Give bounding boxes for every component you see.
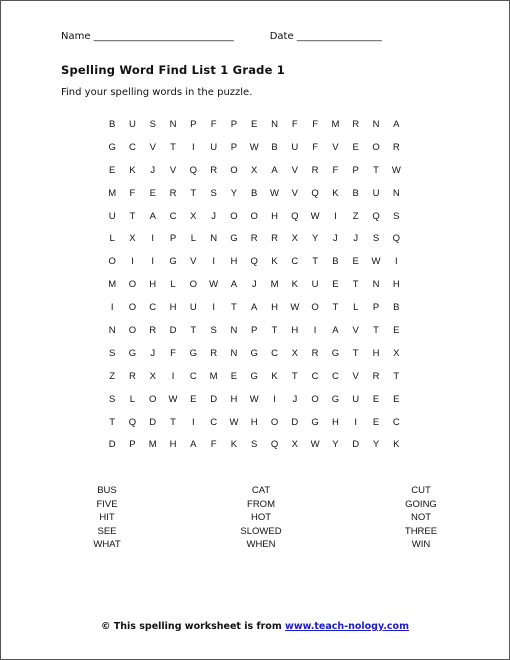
grid-letter: O [230, 164, 238, 176]
grid-letter: M [148, 439, 157, 451]
grid-letter: F [210, 119, 217, 130]
spelling-word: HIT [99, 512, 115, 524]
grid-letter: V [190, 256, 197, 268]
grid-letter: Q [189, 164, 198, 176]
spelling-word: FIVE [96, 498, 118, 510]
grid-letter: J [333, 233, 338, 245]
grid-letter: T [373, 325, 379, 337]
grid-letter: O [149, 393, 157, 405]
spelling-word: GOING [405, 498, 437, 510]
grid-letter: O [128, 279, 137, 291]
grid-letter: N [271, 119, 278, 130]
grid-letter: L [129, 393, 136, 405]
footer [1, 621, 509, 632]
grid-letter: A [393, 119, 400, 130]
grid-letter: E [393, 393, 400, 405]
grid-letter: V [169, 164, 177, 176]
grid-letter: A [190, 439, 197, 451]
grid-letter: R [149, 325, 157, 337]
grid-letter: W [310, 210, 320, 222]
name-field [61, 31, 234, 42]
grid-letter: G [311, 416, 319, 428]
grid-letter: T [373, 164, 379, 176]
grid-letter: T [170, 416, 176, 428]
grid-letter: I [151, 233, 155, 245]
grid-letter: F [332, 164, 339, 176]
grid-letter: I [273, 393, 276, 405]
grid-letter: O [311, 393, 319, 405]
grid-letter: T [352, 347, 359, 359]
grid-letter: R [372, 370, 380, 382]
grid-letter: O [230, 210, 238, 222]
grid-letter: G [189, 347, 198, 359]
grid-letter: P [372, 302, 380, 314]
grid-letter: T [190, 187, 197, 199]
grid-letter: I [212, 256, 215, 268]
grid-letter: T [271, 325, 278, 337]
grid-letter: U [189, 302, 197, 314]
grid-letter: Z [352, 210, 359, 222]
grid-letter: K [271, 256, 278, 268]
grid-letter: V [332, 141, 339, 153]
grid-letter: I [110, 302, 114, 314]
grid-letter: F [312, 119, 319, 130]
grid-letter: M [209, 370, 218, 382]
spelling-word: CUT [411, 485, 431, 496]
grid-letter: F [312, 141, 319, 153]
grid-letter: Y [311, 233, 319, 245]
grid-letter: W [229, 416, 239, 428]
grid-letter: F [210, 439, 217, 451]
grid-letter: W [270, 187, 279, 199]
grid-letter: G [108, 141, 116, 153]
grid-letter: W [290, 302, 300, 314]
grid-letter: E [230, 370, 238, 382]
spelling-word: THREE [404, 525, 438, 537]
grid-letter: J [150, 347, 156, 359]
grid-letter: G [331, 393, 340, 405]
grid-letter: J [150, 164, 156, 176]
grid-letter: A [149, 210, 156, 222]
footer-text: © This spelling worksheet is from [101, 621, 286, 632]
grid-letter: R [129, 370, 136, 382]
grid-letter: C [271, 347, 278, 359]
name-label: Name [61, 31, 91, 42]
header-row [61, 31, 382, 42]
grid-letter: R [210, 164, 218, 176]
date-line[interactable]: _________________ [296, 31, 382, 42]
grid-letter: N [169, 119, 177, 130]
grid-letter: S [393, 210, 400, 222]
grid-letter: R [311, 347, 319, 359]
grid-letter: N [210, 233, 218, 245]
grid-letter: K [230, 439, 238, 451]
grid-letter: B [251, 187, 258, 199]
spelling-word: SLOWED [240, 525, 282, 537]
date-field [270, 31, 382, 42]
grid-letter: H [392, 279, 400, 291]
grid-letter: X [251, 164, 258, 176]
grid-letter: K [271, 370, 278, 382]
grid-letter: P [230, 141, 238, 153]
grid-letter: J [353, 233, 359, 245]
grid-letter: R [271, 233, 278, 245]
date-label: Date [269, 31, 294, 42]
grid-letter: U [129, 119, 136, 130]
grid-letter: D [352, 439, 360, 451]
grid-letter: Y [230, 187, 238, 199]
grid-letter: G [169, 256, 177, 268]
grid-letter: D [210, 393, 218, 405]
grid-letter: H [230, 256, 238, 268]
grid-letter: W [249, 141, 259, 153]
grid-letter: L [353, 302, 359, 314]
grid-letter: W [168, 393, 178, 405]
grid-letter: P [129, 439, 136, 451]
grid-letter: I [192, 141, 195, 153]
grid-letter: W [310, 439, 320, 451]
grid-letter: C [149, 302, 157, 314]
grid-letter: O [108, 256, 116, 268]
grid-letter: P [352, 164, 359, 176]
grid-letter: O [270, 416, 279, 428]
grid-letter: J [292, 393, 298, 405]
grid-letter: H [271, 210, 278, 222]
grid-letter: F [291, 119, 298, 130]
grid-letter: Q [250, 256, 258, 268]
grid-letter: S [251, 439, 258, 451]
grid-letter: K [291, 279, 298, 291]
grid-letter: M [108, 187, 117, 199]
grid-letter: Y [372, 439, 380, 451]
grid-letter: R [169, 187, 177, 199]
grid-letter: K [393, 439, 400, 451]
grid-letter: M [270, 279, 279, 291]
grid-letter: D [108, 439, 116, 451]
grid-letter: L [170, 279, 176, 291]
grid-letter: W [209, 279, 219, 291]
grid-letter: Q [311, 187, 319, 199]
grid-letter: S [210, 325, 217, 337]
spelling-word: HOT [250, 512, 272, 524]
grid-letter: I [192, 416, 195, 428]
grid-letter: N [108, 325, 116, 337]
spelling-word: BUS [97, 485, 117, 496]
grid-letter: D [291, 416, 299, 428]
grid-letter: M [331, 119, 340, 130]
grid-letter: T [393, 370, 400, 382]
grid-letter: L [190, 233, 196, 245]
grid-letter: A [332, 325, 339, 337]
grid-letter: T [312, 256, 319, 268]
footer-link[interactable]: www.teach-nology.com [285, 621, 409, 632]
grid-letter: N [372, 119, 380, 130]
grid-letter: I [313, 325, 317, 337]
word-list [61, 485, 461, 553]
grid-letter: I [212, 302, 215, 314]
grid-letter: P [169, 233, 177, 245]
grid-letter: T [129, 210, 136, 222]
grid-letter: O [128, 325, 137, 337]
grid-letter: E [251, 119, 258, 130]
grid-letter: U [210, 141, 218, 153]
grid-letter: W [249, 393, 259, 405]
grid-letter: S [210, 187, 217, 199]
grid-letter: X [291, 347, 298, 359]
grid-letter: C [129, 141, 136, 153]
grid-letter: G [250, 370, 258, 382]
grid-letter: C [311, 370, 319, 382]
grid-letter: H [331, 416, 339, 428]
grid-letter: X [149, 370, 156, 382]
grid-letter: G [230, 233, 238, 245]
grid-letter: K [129, 164, 136, 176]
grid-letter: L [109, 233, 115, 245]
grid-letter: H [372, 347, 380, 359]
grid-letter: T [170, 141, 176, 153]
grid-letter: H [149, 279, 157, 291]
grid-letter: M [108, 279, 117, 291]
grid-letter: R [311, 164, 319, 176]
word-search-grid [102, 119, 406, 462]
grid-letter: H [169, 302, 177, 314]
grid-letter: S [108, 393, 116, 405]
grid-letter: C [189, 370, 197, 382]
grid-letter: T [352, 279, 359, 291]
grid-letter: O [189, 279, 198, 291]
grid-letter: H [271, 302, 278, 314]
grid-letter: A [251, 302, 258, 314]
grid-letter: C [392, 416, 400, 428]
grid-letter: A [230, 279, 238, 291]
grid-letter: Q [392, 233, 400, 245]
grid-letter: O [311, 302, 319, 314]
grid-letter: Y [332, 439, 339, 451]
grid-letter: E [108, 164, 116, 176]
grid-letter: F [170, 347, 176, 359]
grid-letter: U [311, 279, 319, 291]
grid-letter: Q [372, 210, 380, 222]
grid-letter: F [129, 187, 136, 199]
grid-letter: B [108, 119, 116, 130]
grid-letter: E [190, 393, 197, 405]
grid-letter: E [393, 325, 400, 337]
grid-letter: H [169, 439, 177, 451]
grid-letter: T [231, 302, 237, 314]
grid-letter: E [352, 141, 359, 153]
grid-letter: U [352, 393, 360, 405]
grid-letter: X [291, 233, 298, 245]
grid-letter: O [128, 302, 137, 314]
grid-letter: T [190, 325, 197, 337]
grid-letter: Q [270, 439, 279, 451]
grid-letter: J [211, 210, 216, 222]
grid-letter: D [149, 416, 157, 428]
grid-letter: E [332, 279, 339, 291]
grid-letter: C [291, 256, 299, 268]
grid-letter: I [394, 256, 398, 268]
grid-letter: P [190, 119, 197, 130]
grid-letter: E [372, 416, 380, 428]
grid-letter: S [149, 119, 156, 130]
grid-letter: V [291, 187, 298, 199]
grid-letter: O [250, 210, 258, 222]
grid-letter: I [334, 210, 337, 222]
grid-letter: P [230, 119, 238, 130]
grid-letter: A [271, 164, 278, 176]
grid-letter: N [372, 279, 380, 291]
grid-letter: B [352, 187, 359, 199]
spelling-word: WHEN [246, 539, 276, 551]
grid-letter: T [291, 370, 298, 382]
grid-letter: G [128, 347, 137, 359]
spelling-word: NOT [410, 512, 432, 524]
grid-letter: R [210, 347, 218, 359]
grid-letter: R [352, 119, 360, 130]
grid-letter: W [391, 164, 401, 176]
grid-letter: O [372, 141, 380, 153]
grid-letter: I [354, 416, 358, 428]
grid-letter: P [251, 325, 258, 337]
grid-letter: R [250, 233, 258, 245]
grid-letter: T [332, 302, 339, 314]
grid-letter: E [149, 187, 156, 199]
name-line[interactable]: ____________________________ [93, 31, 234, 42]
grid-letter: X [291, 439, 298, 451]
grid-letter: H [230, 393, 238, 405]
grid-letter: Q [291, 210, 299, 222]
grid-letter: S [108, 347, 116, 359]
grid-letter: S [372, 233, 380, 245]
grid-letter: B [332, 256, 339, 268]
grid-letter: N [230, 325, 238, 337]
grid-letter: U [291, 141, 299, 153]
grid-letter: I [171, 370, 175, 382]
grid-letter: I [131, 256, 134, 268]
grid-letter: V [352, 370, 359, 382]
grid-letter: E [352, 256, 359, 268]
grid-letter: X [393, 347, 400, 359]
grid-letter: U [372, 187, 380, 199]
grid-letter: G [331, 347, 340, 359]
grid-letter: R [392, 141, 400, 153]
grid-letter: H [291, 325, 299, 337]
grid-letter: K [332, 187, 339, 199]
grid-letter: C [169, 210, 177, 222]
grid-letter: V [291, 164, 298, 176]
grid-letter: E [372, 393, 380, 405]
grid-letter: I [151, 256, 155, 268]
grid-letter: W [371, 256, 381, 268]
instructions: Find your spelling words in the puzzle. [61, 87, 253, 98]
spelling-word: WHAT [93, 539, 121, 551]
page-title: Spelling Word Find List 1 Grade 1 [61, 63, 285, 77]
grid-letter: N [392, 187, 400, 199]
grid-letter: V [352, 325, 359, 337]
spelling-word: SEE [97, 525, 117, 537]
spelling-word: CAT [251, 485, 271, 496]
grid-letter: C [210, 416, 218, 428]
grid-letter: Q [128, 416, 137, 428]
grid-letter: G [250, 347, 258, 359]
grid-letter: B [393, 302, 400, 314]
grid-letter: J [251, 279, 257, 291]
grid-letter: B [271, 141, 278, 153]
grid-letter: H [250, 416, 258, 428]
grid-letter: X [129, 233, 136, 245]
grid-letter: D [169, 325, 177, 337]
grid-letter: V [149, 141, 156, 153]
grid-letter: N [230, 347, 238, 359]
grid-letter: T [109, 416, 116, 428]
grid-letter: X [190, 210, 197, 222]
spelling-word: FROM [247, 498, 275, 510]
grid-letter: C [331, 370, 339, 382]
spelling-word: WIN [411, 539, 431, 551]
grid-letter: Z [109, 370, 116, 382]
grid-letter: U [108, 210, 116, 222]
